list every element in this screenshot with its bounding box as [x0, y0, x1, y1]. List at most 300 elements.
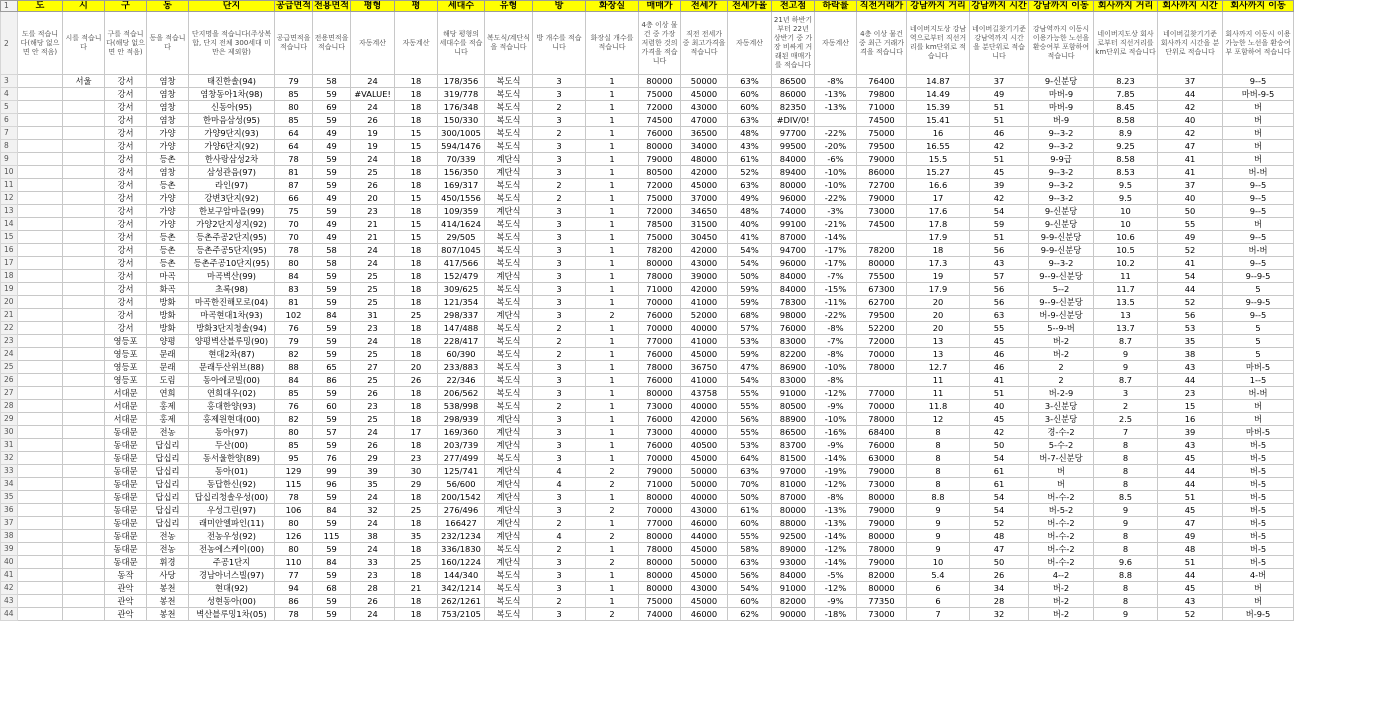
- cell[interactable]: 21: [351, 218, 395, 231]
- cell[interactable]: 18: [395, 101, 438, 114]
- cell[interactable]: 동대문: [105, 556, 147, 569]
- cell[interactable]: 70000: [639, 296, 681, 309]
- cell[interactable]: 80000: [639, 582, 681, 595]
- cell[interactable]: 56: [970, 296, 1029, 309]
- cell[interactable]: 9-신분당: [1029, 218, 1094, 231]
- cell[interactable]: [18, 595, 63, 608]
- cell[interactable]: -7%: [815, 270, 857, 283]
- cell[interactable]: 52000: [681, 309, 728, 322]
- cell[interactable]: -12%: [815, 387, 857, 400]
- cell[interactable]: 43000: [681, 582, 728, 595]
- cell[interactable]: [63, 179, 105, 192]
- cell[interactable]: 버: [1223, 153, 1294, 166]
- cell[interactable]: 60: [313, 400, 351, 413]
- cell[interactable]: 9--3-2: [1029, 179, 1094, 192]
- cell[interactable]: 40: [1158, 114, 1223, 127]
- cell[interactable]: 54: [970, 452, 1029, 465]
- cell[interactable]: 40000: [681, 400, 728, 413]
- cell[interactable]: 59: [313, 88, 351, 101]
- cell[interactable]: 17.3: [907, 257, 970, 270]
- cell[interactable]: 99: [313, 465, 351, 478]
- cell[interactable]: 답십리: [147, 439, 189, 452]
- cell[interactable]: 동답한신(92): [189, 478, 275, 491]
- cell[interactable]: [18, 387, 63, 400]
- cell[interactable]: 3: [533, 569, 586, 582]
- cell[interactable]: 87000: [772, 491, 815, 504]
- cell[interactable]: 178/356: [438, 75, 485, 88]
- cell[interactable]: 84: [275, 270, 313, 283]
- row-number[interactable]: 31: [1, 439, 18, 452]
- cell[interactable]: 40000: [681, 426, 728, 439]
- cell[interactable]: 버-2: [1029, 582, 1094, 595]
- cell[interactable]: 복도식: [485, 192, 533, 205]
- cell[interactable]: 7: [1094, 426, 1158, 439]
- cell[interactable]: 45000: [681, 179, 728, 192]
- cell[interactable]: [18, 439, 63, 452]
- cell[interactable]: 염창동아1차(98): [189, 88, 275, 101]
- cell[interactable]: 89400: [772, 166, 815, 179]
- cell[interactable]: 2: [533, 400, 586, 413]
- cell[interactable]: 강서: [105, 231, 147, 244]
- cell[interactable]: 봉천: [147, 582, 189, 595]
- cell[interactable]: 화곡: [147, 283, 189, 296]
- cell[interactable]: 72000: [639, 101, 681, 114]
- cell[interactable]: -8%: [815, 491, 857, 504]
- row-number[interactable]: 38: [1, 530, 18, 543]
- row-number[interactable]: 3: [1, 75, 18, 88]
- cell[interactable]: 3: [533, 582, 586, 595]
- cell[interactable]: 1: [586, 361, 639, 374]
- cell[interactable]: 76000: [639, 439, 681, 452]
- cell[interactable]: 버-5: [1223, 504, 1294, 517]
- cell[interactable]: 2: [586, 530, 639, 543]
- cell[interactable]: -14%: [815, 452, 857, 465]
- cell[interactable]: 72000: [639, 205, 681, 218]
- cell[interactable]: 50000: [681, 478, 728, 491]
- cell[interactable]: 19: [351, 127, 395, 140]
- cell[interactable]: 15.39: [907, 101, 970, 114]
- cell[interactable]: 26: [970, 569, 1029, 582]
- row-number[interactable]: 23: [1, 335, 18, 348]
- cell[interactable]: 47: [970, 543, 1029, 556]
- cell[interactable]: 3: [533, 374, 586, 387]
- cell[interactable]: 동작: [105, 569, 147, 582]
- cell[interactable]: [63, 257, 105, 270]
- cell[interactable]: 2.5: [1094, 413, 1158, 426]
- cell[interactable]: 9.6: [1094, 556, 1158, 569]
- description-cell[interactable]: 도를 적습니다(해당 없으면 안 적음): [18, 12, 63, 75]
- cell[interactable]: 97700: [772, 127, 815, 140]
- column-header[interactable]: 공급면적: [276, 1, 311, 11]
- cell[interactable]: 18: [395, 88, 438, 101]
- cell[interactable]: 13: [1094, 309, 1158, 322]
- cell[interactable]: 16: [1158, 413, 1223, 426]
- cell[interactable]: 233/883: [438, 361, 485, 374]
- cell[interactable]: -10%: [815, 361, 857, 374]
- cell[interactable]: 계단식: [485, 504, 533, 517]
- cell[interactable]: -8%: [815, 374, 857, 387]
- cell[interactable]: [63, 231, 105, 244]
- cell[interactable]: 82000: [857, 569, 907, 582]
- row-number[interactable]: 37: [1, 517, 18, 530]
- cell[interactable]: 29: [395, 478, 438, 491]
- cell[interactable]: 8: [1094, 478, 1158, 491]
- cell[interactable]: -13%: [815, 517, 857, 530]
- cell[interactable]: 등촌: [147, 179, 189, 192]
- column-header[interactable]: 회사까지 시간: [1158, 1, 1223, 12]
- cell[interactable]: 버-버: [1223, 387, 1294, 400]
- row-number[interactable]: 17: [1, 257, 18, 270]
- cell[interactable]: 강서: [105, 309, 147, 322]
- cell[interactable]: 70000: [639, 322, 681, 335]
- description-cell[interactable]: 직전 전세가 중 최고가격을 적습니다: [681, 12, 728, 75]
- cell[interactable]: [63, 114, 105, 127]
- cell[interactable]: 36750: [681, 361, 728, 374]
- cell[interactable]: 30: [395, 465, 438, 478]
- cell[interactable]: [18, 491, 63, 504]
- cell[interactable]: [18, 309, 63, 322]
- cell[interactable]: 76000: [639, 374, 681, 387]
- cell[interactable]: 문래: [147, 361, 189, 374]
- cell[interactable]: 9--5: [1223, 309, 1294, 322]
- cell[interactable]: 3: [533, 114, 586, 127]
- cell[interactable]: -20%: [815, 140, 857, 153]
- cell[interactable]: 복도식: [485, 114, 533, 127]
- cell[interactable]: 63000: [857, 452, 907, 465]
- cell[interactable]: 41000: [681, 374, 728, 387]
- cell[interactable]: 78: [275, 244, 313, 257]
- column-header[interactable]: 회사까지 이동: [1223, 1, 1294, 12]
- cell[interactable]: 8: [907, 439, 970, 452]
- cell[interactable]: 마곡한진해모로(04): [189, 296, 275, 309]
- row-number[interactable]: 25: [1, 361, 18, 374]
- cell[interactable]: 1: [586, 88, 639, 101]
- cell[interactable]: 8: [1094, 582, 1158, 595]
- description-cell[interactable]: 공급면적을 적습니다: [275, 12, 313, 75]
- cell[interactable]: [63, 504, 105, 517]
- cell[interactable]: 59: [313, 543, 351, 556]
- cell[interactable]: 90000: [772, 608, 815, 621]
- cell[interactable]: 성현동아(00): [189, 595, 275, 608]
- cell[interactable]: 342/1214: [438, 582, 485, 595]
- row-number[interactable]: 13: [1, 205, 18, 218]
- cell[interactable]: [63, 556, 105, 569]
- cell[interactable]: 3: [533, 426, 586, 439]
- cell[interactable]: 52: [1158, 244, 1223, 257]
- cell[interactable]: 18: [395, 348, 438, 361]
- column-header[interactable]: 강남까지 이동: [1029, 1, 1094, 12]
- cell[interactable]: [63, 478, 105, 491]
- cell[interactable]: -17%: [815, 244, 857, 257]
- cell[interactable]: 3: [533, 75, 586, 88]
- cell[interactable]: 55%: [728, 387, 772, 400]
- cell[interactable]: 300/1005: [438, 127, 485, 140]
- cell[interactable]: [63, 569, 105, 582]
- cell[interactable]: 20: [907, 322, 970, 335]
- cell[interactable]: 43000: [681, 504, 728, 517]
- cell[interactable]: 강서: [105, 127, 147, 140]
- cell[interactable]: 125/741: [438, 465, 485, 478]
- cell[interactable]: 1: [586, 270, 639, 283]
- cell[interactable]: 46: [970, 348, 1029, 361]
- cell[interactable]: 18: [395, 283, 438, 296]
- cell[interactable]: 18: [395, 491, 438, 504]
- cell[interactable]: 방화3단지청솔(94): [189, 322, 275, 335]
- cell[interactable]: 59%: [728, 348, 772, 361]
- cell[interactable]: 97000: [772, 465, 815, 478]
- cell[interactable]: 1: [586, 348, 639, 361]
- cell[interactable]: 동대문: [105, 478, 147, 491]
- cell[interactable]: 2: [586, 608, 639, 621]
- cell[interactable]: 30450: [681, 231, 728, 244]
- cell[interactable]: 86500: [772, 426, 815, 439]
- cell[interactable]: 73000: [639, 426, 681, 439]
- cell[interactable]: 84: [275, 374, 313, 387]
- cell[interactable]: 82000: [772, 595, 815, 608]
- cell[interactable]: 18: [395, 257, 438, 270]
- cell[interactable]: 76: [275, 322, 313, 335]
- cell[interactable]: -19%: [815, 465, 857, 478]
- cell[interactable]: 복도식: [485, 374, 533, 387]
- cell[interactable]: 복도식: [485, 348, 533, 361]
- row-number[interactable]: 27: [1, 387, 18, 400]
- cell[interactable]: 63%: [728, 556, 772, 569]
- cell[interactable]: 마버-5: [1223, 361, 1294, 374]
- cell[interactable]: 문래두산위브(88): [189, 361, 275, 374]
- column-header[interactable]: 전세가: [681, 1, 728, 12]
- cell[interactable]: [18, 608, 63, 621]
- cell[interactable]: 52: [1158, 608, 1223, 621]
- cell[interactable]: 79: [275, 75, 313, 88]
- row-number[interactable]: 2: [1, 12, 18, 75]
- cell[interactable]: 버-수-2: [1029, 543, 1094, 556]
- cell[interactable]: 휘경: [147, 556, 189, 569]
- cell[interactable]: 32: [351, 504, 395, 517]
- description-cell[interactable]: 방 개수를 적습니다: [533, 12, 586, 75]
- row-number[interactable]: 33: [1, 465, 18, 478]
- cell[interactable]: 8.7: [1094, 374, 1158, 387]
- cell[interactable]: 18: [395, 296, 438, 309]
- cell[interactable]: 봉천: [147, 608, 189, 621]
- cell[interactable]: 주공1단지: [189, 556, 275, 569]
- cell[interactable]: 3: [533, 166, 586, 179]
- cell[interactable]: 서대문: [105, 387, 147, 400]
- cell[interactable]: 24: [351, 75, 395, 88]
- cell[interactable]: 54%: [728, 582, 772, 595]
- cell[interactable]: [63, 153, 105, 166]
- row-number[interactable]: 28: [1, 400, 18, 413]
- cell[interactable]: 48000: [681, 153, 728, 166]
- cell[interactable]: 52%: [728, 166, 772, 179]
- cell[interactable]: 동서울한양(89): [189, 452, 275, 465]
- cell[interactable]: 44: [1158, 465, 1223, 478]
- cell[interactable]: [63, 283, 105, 296]
- cell[interactable]: 34000: [681, 140, 728, 153]
- cell[interactable]: 47: [1158, 517, 1223, 530]
- cell[interactable]: 40000: [681, 491, 728, 504]
- cell[interactable]: 문래: [147, 348, 189, 361]
- cell[interactable]: [63, 608, 105, 621]
- cell[interactable]: 등촌주공2단지(95): [189, 231, 275, 244]
- cell[interactable]: 43%: [728, 140, 772, 153]
- cell[interactable]: 24: [351, 244, 395, 257]
- cell[interactable]: 동대문: [105, 530, 147, 543]
- cell[interactable]: 52: [1158, 296, 1223, 309]
- cell[interactable]: [18, 101, 63, 114]
- cell[interactable]: 94: [275, 582, 313, 595]
- cell[interactable]: 62700: [857, 296, 907, 309]
- cell[interactable]: 복도식: [485, 608, 533, 621]
- cell[interactable]: 56: [970, 244, 1029, 257]
- cell[interactable]: 56%: [728, 413, 772, 426]
- cell[interactable]: -7%: [815, 335, 857, 348]
- cell[interactable]: 동대문: [105, 517, 147, 530]
- cell[interactable]: 10: [1094, 218, 1158, 231]
- cell[interactable]: 9--5: [1223, 257, 1294, 270]
- cell[interactable]: 79000: [857, 192, 907, 205]
- cell[interactable]: 3: [533, 231, 586, 244]
- cell[interactable]: 26: [351, 114, 395, 127]
- cell[interactable]: 76000: [639, 413, 681, 426]
- cell[interactable]: 70: [275, 218, 313, 231]
- cell[interactable]: 70%: [728, 478, 772, 491]
- cell[interactable]: 마곡벽산(99): [189, 270, 275, 283]
- cell[interactable]: [815, 114, 857, 127]
- cell[interactable]: 1: [586, 569, 639, 582]
- cell[interactable]: 답십리: [147, 452, 189, 465]
- cell[interactable]: 버: [1223, 127, 1294, 140]
- cell[interactable]: 152/479: [438, 270, 485, 283]
- column-header[interactable]: 회사까지 거리: [1094, 1, 1158, 12]
- cell[interactable]: 9: [1094, 348, 1158, 361]
- cell[interactable]: 버-5: [1223, 439, 1294, 452]
- cell[interactable]: 3: [533, 140, 586, 153]
- cell[interactable]: 3: [533, 504, 586, 517]
- column-header[interactable]: 도: [18, 1, 63, 12]
- cell[interactable]: [18, 231, 63, 244]
- cell[interactable]: 49: [313, 127, 351, 140]
- cell[interactable]: 59: [313, 153, 351, 166]
- cell[interactable]: 49: [313, 218, 351, 231]
- cell[interactable]: [63, 595, 105, 608]
- cell[interactable]: 버-9-신분당: [1029, 309, 1094, 322]
- cell[interactable]: 85: [275, 88, 313, 101]
- cell[interactable]: 84000: [772, 569, 815, 582]
- cell[interactable]: 2: [1094, 400, 1158, 413]
- cell[interactable]: 21: [351, 231, 395, 244]
- cell[interactable]: 46000: [681, 517, 728, 530]
- cell[interactable]: 49: [1158, 231, 1223, 244]
- cell[interactable]: [18, 465, 63, 478]
- cell[interactable]: 18: [395, 439, 438, 452]
- cell[interactable]: 45000: [681, 543, 728, 556]
- cell[interactable]: 42000: [681, 166, 728, 179]
- cell[interactable]: 2: [533, 322, 586, 335]
- cell[interactable]: 전농에스케이(00): [189, 543, 275, 556]
- cell[interactable]: 59: [313, 283, 351, 296]
- cell[interactable]: 56/600: [438, 478, 485, 491]
- cell[interactable]: 복도식: [485, 218, 533, 231]
- cell[interactable]: 28: [970, 595, 1029, 608]
- cell[interactable]: 70000: [857, 348, 907, 361]
- description-cell[interactable]: 자동계산: [728, 12, 772, 75]
- cell[interactable]: 74000: [772, 205, 815, 218]
- cell[interactable]: 74000: [639, 608, 681, 621]
- cell[interactable]: 24: [351, 543, 395, 556]
- cell[interactable]: 답십리: [147, 465, 189, 478]
- cell[interactable]: 홍제: [147, 413, 189, 426]
- cell[interactable]: 32: [970, 608, 1029, 621]
- cell[interactable]: 계단식: [485, 556, 533, 569]
- cell[interactable]: 계단식: [485, 413, 533, 426]
- cell[interactable]: 18: [395, 608, 438, 621]
- cell[interactable]: 5--9-버: [1029, 322, 1094, 335]
- cell[interactable]: 2: [533, 517, 586, 530]
- cell[interactable]: 99100: [772, 218, 815, 231]
- cell[interactable]: 버-버: [1223, 166, 1294, 179]
- cell[interactable]: 35: [351, 478, 395, 491]
- cell[interactable]: 76000: [639, 127, 681, 140]
- cell[interactable]: 77350: [857, 595, 907, 608]
- cell[interactable]: 8.8: [1094, 569, 1158, 582]
- cell[interactable]: 56%: [728, 569, 772, 582]
- cell[interactable]: 78200: [639, 244, 681, 257]
- cell[interactable]: 84000: [772, 283, 815, 296]
- cell[interactable]: [18, 374, 63, 387]
- row-number[interactable]: 35: [1, 491, 18, 504]
- cell[interactable]: 59: [313, 517, 351, 530]
- cell[interactable]: 11: [907, 374, 970, 387]
- cell[interactable]: 232/1234: [438, 530, 485, 543]
- cell[interactable]: 61%: [728, 153, 772, 166]
- cell[interactable]: 106: [275, 504, 313, 517]
- cell[interactable]: 82: [275, 348, 313, 361]
- cell[interactable]: 복도식: [485, 387, 533, 400]
- cell[interactable]: 76000: [639, 309, 681, 322]
- cell[interactable]: 2: [586, 465, 639, 478]
- cell[interactable]: 5: [1223, 348, 1294, 361]
- cell[interactable]: -9%: [815, 595, 857, 608]
- cell[interactable]: 1: [586, 244, 639, 257]
- cell[interactable]: 답십리: [147, 491, 189, 504]
- cell[interactable]: 복도식: [485, 75, 533, 88]
- cell[interactable]: 3: [533, 205, 586, 218]
- cell[interactable]: 80000: [639, 530, 681, 543]
- cell[interactable]: 53%: [728, 335, 772, 348]
- cell[interactable]: 73000: [857, 608, 907, 621]
- cell[interactable]: 복도식: [485, 296, 533, 309]
- cell[interactable]: 1: [586, 296, 639, 309]
- cell[interactable]: 18: [395, 387, 438, 400]
- cell[interactable]: 18: [395, 400, 438, 413]
- cell[interactable]: 18: [395, 270, 438, 283]
- cell[interactable]: 43000: [681, 101, 728, 114]
- cell[interactable]: 현대(92): [189, 582, 275, 595]
- cell[interactable]: 54: [970, 205, 1029, 218]
- cell[interactable]: 61: [970, 465, 1029, 478]
- cell[interactable]: [63, 439, 105, 452]
- cell[interactable]: 37: [970, 75, 1029, 88]
- cell[interactable]: 18: [395, 179, 438, 192]
- cell[interactable]: 9--5: [1223, 75, 1294, 88]
- cell[interactable]: 6: [907, 595, 970, 608]
- cell[interactable]: 93000: [772, 556, 815, 569]
- cell[interactable]: -9%: [815, 400, 857, 413]
- cell[interactable]: 버-수-2: [1029, 491, 1094, 504]
- cell[interactable]: [63, 101, 105, 114]
- cell[interactable]: 54: [970, 504, 1029, 517]
- cell[interactable]: 10.6: [1094, 231, 1158, 244]
